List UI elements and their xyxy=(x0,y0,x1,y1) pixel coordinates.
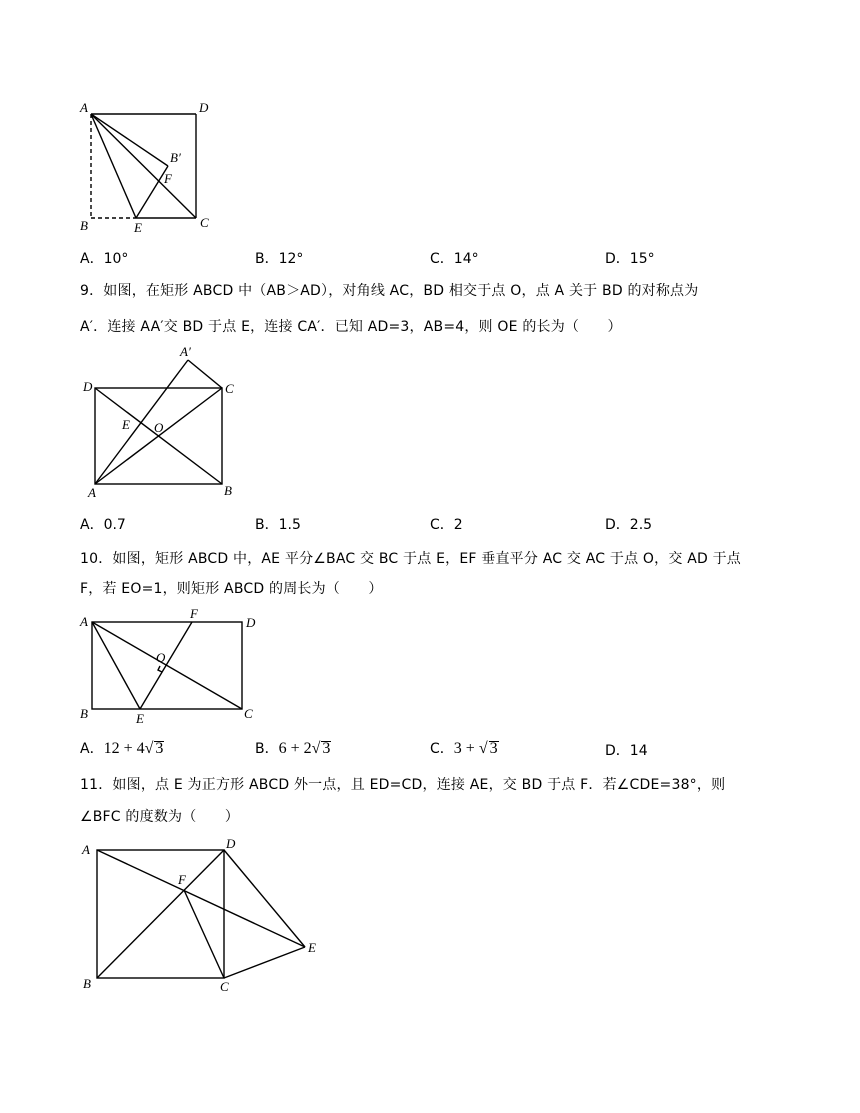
q8-option-a[interactable]: A．10° xyxy=(80,251,129,267)
label-A: A xyxy=(80,100,88,115)
q9-option-c[interactable]: C．2 xyxy=(430,517,463,533)
q10-option-a[interactable]: A．12 + 4√ 3 xyxy=(80,740,164,757)
label-A: A xyxy=(82,842,90,857)
q8-option-d[interactable]: D．15° xyxy=(605,251,655,267)
figure-q8 xyxy=(76,96,226,236)
figure-q10 xyxy=(76,604,266,728)
label-D: D xyxy=(83,379,93,394)
label-A: A xyxy=(80,614,88,629)
q10-option-d[interactable]: D．14 xyxy=(605,743,648,759)
label-E: E xyxy=(308,940,316,955)
label-E: E xyxy=(134,220,142,235)
label-F: F xyxy=(164,171,172,186)
figure-q11 xyxy=(78,834,328,996)
label-A: A xyxy=(88,485,96,500)
label-B: B xyxy=(80,706,88,721)
q8-option-c[interactable]: C．14° xyxy=(430,251,479,267)
figure-q9 xyxy=(80,342,250,502)
label-D: D xyxy=(246,615,256,630)
label-B-prime: B′ xyxy=(170,150,181,165)
label-F: F xyxy=(190,606,198,621)
q10-text-line2: F，若 EO=1，则矩形 ABCD 的周长为（ ） xyxy=(80,581,383,597)
q10-text-line1: 10．如图，矩形 ABCD 中，AE 平分∠BAC 交 BC 于点 E，EF 垂直平分 AC 交 AC 于点 O，交 AD 于点 xyxy=(80,551,742,567)
label-F: F xyxy=(178,872,186,887)
q9-text-line1: 9．如图，在矩形 ABCD 中（AB＞AD），对角线 AC，BD 相交于点 O，点 A 关于 BD 的对称点为 xyxy=(80,283,699,299)
label-E: E xyxy=(136,711,144,726)
q9-option-d[interactable]: D．2.5 xyxy=(605,517,653,533)
label-B: B xyxy=(80,218,88,233)
label-O: O xyxy=(154,420,164,435)
label-C: C xyxy=(220,979,229,994)
label-A-prime: A′ xyxy=(180,344,191,359)
q9-text-line2: A′．连接 AA′交 BD 于点 E，连接 CA′．已知 AD=3，AB=4，则 OE 的长为（ ） xyxy=(80,319,622,335)
label-C: C xyxy=(200,215,209,230)
q10-option-b[interactable]: B．6 + 2√ 3 xyxy=(255,740,331,757)
label-O: O xyxy=(156,650,166,665)
q10-option-c[interactable]: C．3 + √ 3 xyxy=(430,740,498,757)
label-C: C xyxy=(225,381,234,396)
label-C: C xyxy=(244,706,253,721)
q8-option-b[interactable]: B．12° xyxy=(255,251,304,267)
label-D: D xyxy=(199,100,209,115)
q9-option-b[interactable]: B．1.5 xyxy=(255,517,301,533)
q11-text-line2: ∠BFC 的度数为（ ） xyxy=(80,809,240,825)
label-B: B xyxy=(224,483,232,498)
label-D: D xyxy=(226,836,236,851)
label-B: B xyxy=(83,976,91,991)
q9-option-a[interactable]: A．0.7 xyxy=(80,517,126,533)
q11-text-line1: 11．如图，点 E 为正方形 ABCD 外一点，且 ED=CD，连接 AE，交 BD 于点 F．若∠CDE=38°，则 xyxy=(80,777,726,793)
label-E: E xyxy=(122,417,130,432)
